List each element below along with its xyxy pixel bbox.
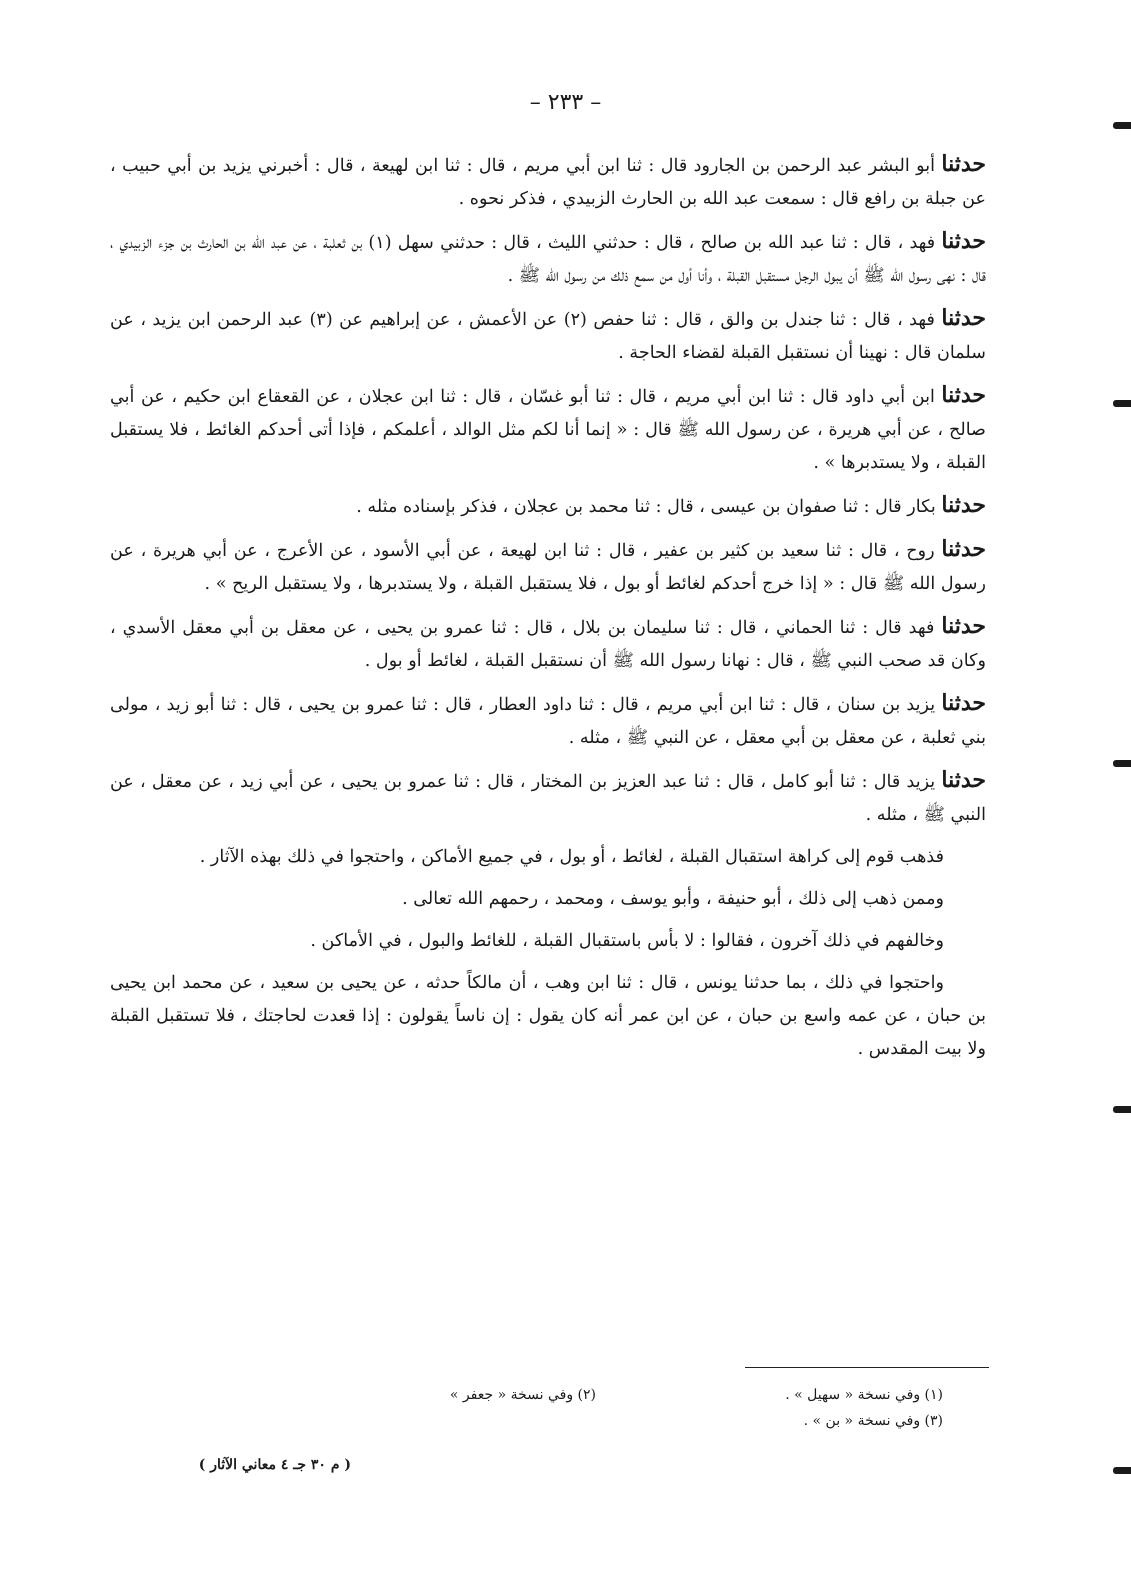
paragraph — [110, 148, 986, 216]
paragraph-keyword: حدثنا — [941, 228, 986, 254]
paragraph-text: روح ، قال : ثنا سعيد بن كثير بن عفير ، قال : ثنا ابن لهيعة ، عن أبي الأسود ، عن الأعرج ، عن أبي هريرة ، عن رسول الله ﷺ قال : « إذا خرج أحدكم لغائط أو بول ، فلا يستقبل القبلة ، ولا يستدبرها ، ولا يستقبل الريح » . — [110, 541, 986, 594]
paragraph-keyword: حدثنا — [941, 305, 986, 331]
paragraph-text: فهد ، قال : ثنا عبد الله بن صالح ، قال : حدثني الليث ، قال : حدثني سهل (١) بن ثعلبة ، عن عبد الله بن الحارث بن جزء الزبيدي ، قال : نهى رسول الله ﷺ أن يبول الرجل مستقبل القبلة ، وأنا أول من سمع ذلك من رسول الله ﷺ . — [110, 233, 986, 286]
margin-mark — [1113, 1106, 1131, 1113]
paragraph-keyword: حدثنا — [941, 151, 986, 177]
paragraph-keyword: حدثنا — [941, 767, 986, 793]
paragraph-text: فهد ، قال : ثنا جندل بن والق ، قال : ثنا حفص (٢) عن الأعمش ، عن إبراهيم عن (٣) عبد الرحمن ابن يزيد ، عن سلمان قال : نهينا أن نستقبل القبلة لقضاء الحاجة . — [110, 310, 986, 363]
paragraph — [110, 883, 986, 916]
paragraph-text: وخالفهم في ذلك آخرون ، فقالوا : لا بأس باستقبال القبلة ، للغائط والبول ، في الأماكن . — [310, 931, 944, 951]
paragraph-keyword: حدثنا — [941, 613, 986, 639]
margin-mark — [1113, 1467, 1131, 1474]
margin-mark — [1113, 122, 1131, 129]
paragraph-text: وممن ذهب إلى ذلك ، أبو حنيفة ، وأبو يوسف ، ومحمد ، رحمهم الله تعالى . — [402, 889, 944, 909]
paragraph-keyword: حدثنا — [941, 690, 986, 716]
paragraph — [110, 302, 986, 370]
paragraph-text: يزيد قال : ثنا أبو كامل ، قال : ثنا عبد العزيز بن المختار ، قال : ثنا عمرو بن يحيى ، عن أبي زيد ، عن معقل ، عن النبي ﷺ ، مثله . — [110, 772, 986, 825]
body-text — [110, 148, 986, 1075]
paragraph-keyword: حدثنا — [941, 382, 986, 408]
paragraph-text: فذهب قوم إلى كراهة استقبال القبلة ، لغائط ، أو بول ، في جميع الأماكن ، واحتجوا في ذلك بهذه الآثار . — [199, 847, 944, 867]
paragraph — [110, 225, 986, 293]
paragraph — [110, 533, 986, 601]
margin-mark — [1113, 400, 1131, 407]
paragraph-text: واحتجوا في ذلك ، بما حدثنا يونس ، قال : ثنا ابن وهب ، أن مالكاً حدثه ، عن يحيى بن سعيد ، عن محمد ابن يحيى بن حبان ، عن عمه واسع بن حبان ، عن ابن عمر أنه كان يقول : إن ناساً يقولون : إذا قعدت لحاجتك ، فلا تستقبل القبلة ولا بيت المقدس . — [110, 973, 986, 1059]
paragraph-text: أبو البشر عبد الرحمن بن الجارود قال : ثنا ابن أبي مريم ، قال : ثنا ابن لهيعة ، قال : أخبرني يزيد بن أبي حبيب ، عن جبلة بن رافع قال : سمعت عبد الله بن الحارث الزبيدي ، فذكر نحوه . — [110, 156, 986, 209]
paragraph — [110, 610, 986, 678]
footnote-2: (٢) وفي نسخة « جعفر » — [449, 1387, 596, 1403]
footnote-1: (١) وفي نسخة « سهيل » . — [785, 1387, 943, 1403]
paragraph-text: يزيد بن سنان ، قال : ثنا ابن أبي مريم ، قال : ثنا داود العطار ، قال : ثنا عمرو بن يحيى ، قال : ثنا أبو زيد ، مولى بني ثعلبة ، عن معقل بن أبي معقل ، عن النبي ﷺ ، مثله . — [110, 695, 986, 748]
paragraph — [110, 489, 986, 524]
paragraph-keyword: حدثنا — [941, 536, 986, 562]
paragraph — [110, 967, 986, 1066]
footnote-3: (٣) وفي نسخة « بن » . — [803, 1413, 943, 1429]
paragraph — [110, 925, 986, 958]
paragraph-text: بكار قال : ثنا صفوان بن عيسى ، قال : ثنا محمد بن عجلان ، فذكر بإسناده مثله . — [356, 497, 942, 517]
page-number: – ٢٣٣ – — [529, 90, 602, 115]
paragraph-text: ابن أبي داود قال : ثنا ابن أبي مريم ، قال : ثنا أبو غسّان ، قال : ثنا ابن عجلان ، عن القعقاع ابن حكيم ، عن أبي صالح ، عن أبي هريرة ، عن رسول الله ﷺ قال : « إنما أنا لكم مثل الوالد ، أعلمكم ، فإذا أتى أحدكم الغائط ، فلا يستقبل القبلة ، ولا يستدبرها » . — [110, 387, 986, 473]
paragraph-keyword: حدثنا — [941, 492, 986, 518]
paragraph-text: فهد قال : ثنا الحماني ، قال : ثنا سليمان بن بلال ، قال : ثنا عمرو بن يحيى ، عن معقل بن أبي معقل الأسدي ، وكان قد صحب النبي ﷺ ، قال : نهانا رسول الله ﷺ أن نستقبل القبلة ، لغائط أو بول . — [110, 618, 986, 671]
margin-mark — [1113, 760, 1131, 767]
paragraph — [110, 379, 986, 480]
paragraph — [110, 841, 986, 874]
signature-line: ( م ٣٠ جـ ٤ معاني الآثار ) — [198, 1457, 351, 1473]
paragraph — [110, 764, 986, 832]
paragraph — [110, 687, 986, 755]
footnote-divider — [745, 1367, 989, 1368]
